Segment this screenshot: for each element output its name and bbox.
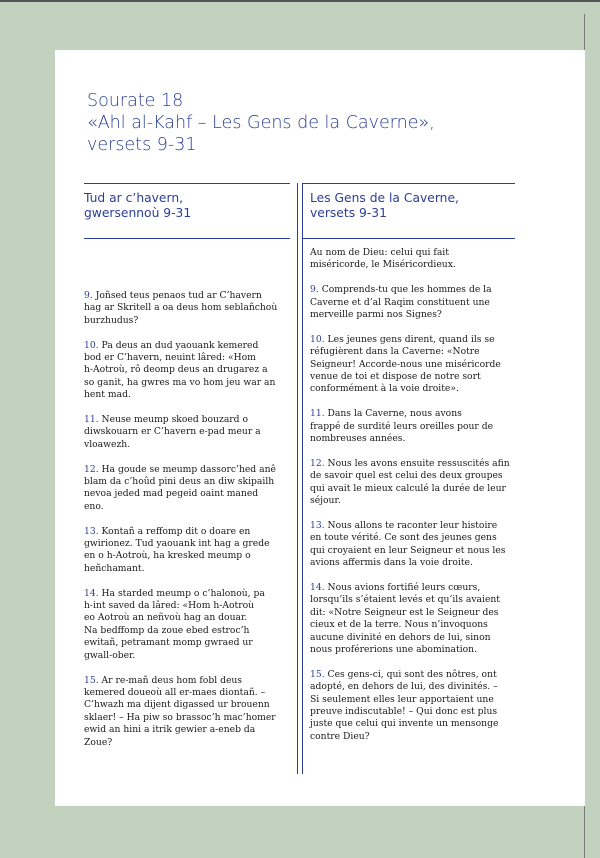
verse-number: 10. [84, 339, 99, 351]
verse-number: 14. [310, 581, 325, 593]
text-line: gwall-ober. [84, 649, 136, 661]
text-line: ewitañ, petramant momp gwraed ur [84, 637, 253, 649]
text-line: gwirionez. Tud yaouank int hag a grede [84, 538, 270, 550]
text-line: juste que celui qui invente un mensonge [310, 718, 499, 730]
verse-number: 9. [84, 290, 93, 301]
text-line [84, 464, 289, 476]
text-line: sklaer! – Ha piw so brassoc’h mac’homer [84, 711, 276, 723]
verse-11 [310, 408, 515, 445]
text-line: qui croyaient en leur Seigneur et nous les [310, 544, 506, 556]
column-divider [297, 183, 303, 774]
text-line [84, 290, 289, 302]
text-line: h-Aotroù, rô deomp deus an drugarez a [84, 364, 268, 376]
text-line: Si seulement elles leur apportaient une [310, 693, 494, 705]
verse-text: Ces gens-ci, qui sont des nôtres, ont [324, 668, 497, 680]
text-line: conformément à la voie droite». [310, 383, 459, 395]
top-border [0, 0, 600, 2]
text-line: cieux et de la terre. Nous n’invoquons [310, 619, 488, 631]
text-line: so ganit, ha gwres ma vo hom jeu war an [84, 376, 276, 388]
verse-13 [310, 520, 515, 570]
verse-text: Ha goude se meump dassorc’hed anê [98, 463, 276, 475]
text-line [310, 284, 515, 296]
text-line: Seigneur! Accorde-nous une miséricorde [310, 358, 501, 370]
verse-text: Les jeunes gens dirent, quand ils se [324, 333, 495, 345]
text-line: preuve indiscutable! – Qui donc est plus [310, 705, 498, 717]
verse-10 [84, 340, 289, 402]
heading-line: gwersennoù 9-31 [84, 206, 192, 220]
text-line: C’hwazh ma dijent digassed ur brouenn [84, 699, 270, 711]
text-line: miséricorde, le Miséricordieux. [310, 259, 456, 271]
verse-number: 11. [310, 408, 325, 420]
text-line: séjour. [310, 495, 341, 507]
basmala [310, 247, 515, 272]
verse-14 [84, 588, 289, 662]
title-line: «Ahl al-Kahf – Les Gens de la Caverne», [87, 113, 435, 133]
text-line: merveille parmi nos Signes? [310, 309, 442, 321]
title-line: versets 9-31 [87, 135, 197, 155]
column-heading-breton [84, 183, 290, 239]
verse-number: 11. [84, 414, 99, 426]
text-line: avions affermis dans la voie droite. [310, 557, 473, 569]
verse-13 [84, 526, 289, 576]
text-line: contre Dieu? [310, 730, 370, 742]
verse-9 [310, 284, 515, 321]
text-line: eno. [84, 500, 104, 512]
verse-number: 15. [84, 674, 99, 686]
text-line: adopté, en dehors de lui, des divinités. – [310, 681, 498, 693]
page-title [87, 90, 557, 156]
text-line: hent mad. [84, 389, 131, 401]
text-line [310, 520, 515, 532]
verse-text: Dans la Caverne, nous avons [324, 408, 462, 420]
heading-line: versets 9-31 [310, 206, 387, 220]
verse-number: 12. [310, 457, 325, 469]
text-line: lorsqu’ils s’étaient levés et qu’ils avaient [310, 594, 501, 606]
verse-number: 15. [310, 668, 325, 680]
verse-text: Ar re-mañ deus hom fobl deus [98, 674, 243, 686]
text-line: Au nom de Dieu: celui qui fait [310, 247, 449, 258]
text-line: ewid an hini a itrik gewier a-eneb da [84, 724, 256, 736]
text-line: en toute vérité. Ce sont des jeunes gens [310, 532, 497, 544]
verse-14 [310, 582, 515, 656]
verse-10 [310, 334, 515, 396]
verse-text: Pa deus an dud yaouank kemered [98, 339, 259, 351]
document-page [55, 50, 585, 806]
verse-number: 12. [84, 463, 99, 475]
verse-text: Ha starded meump o c’halonoù, pa [98, 587, 265, 599]
verse-11 [84, 414, 289, 451]
text-line: frappé de surdité leurs oreilles pour de [310, 420, 494, 432]
text-line [84, 340, 289, 352]
text-line [84, 526, 289, 538]
verse-text: Neuse meump skoed bouzard o [98, 414, 249, 426]
text-line: vloawezh. [84, 438, 131, 450]
text-line: kemered doueoù all er-maes diontañ. – [84, 686, 266, 698]
text-line: diwskouarn er C’havern e-pad meur a [84, 426, 261, 438]
column-heading-french [303, 183, 515, 239]
text-line: qui avait le mieux calculé la durée de leur [310, 482, 506, 494]
text-line: nombreuses années. [310, 433, 406, 445]
verse-number: 13. [310, 519, 325, 531]
verse-text: Nous avions fortifié leurs cœurs, [324, 581, 481, 593]
verse-text: Joñsed teus penaos tud ar C’havern [92, 290, 262, 301]
text-line: h-int saved da lâred: «Hom h-Aotroù [84, 600, 255, 612]
breton-column [84, 290, 289, 761]
text-line [84, 675, 289, 687]
verse-12 [310, 458, 515, 508]
verse-number: 10. [310, 333, 325, 345]
verse-15 [84, 675, 289, 749]
text-line: nous proférerions une abomination. [310, 643, 478, 655]
heading-line: Les Gens de la Caverne, [310, 191, 459, 205]
heading-line: Tud ar c’havern, [84, 191, 184, 205]
text-line: bod er C’havern, neuint lâred: «Hom [84, 352, 256, 364]
text-line: burzhudus? [84, 314, 139, 326]
verse-number: 13. [84, 525, 99, 537]
text-line: eo Aotroù an neñvoù hag an douar. [84, 612, 248, 624]
verse-text: Nous les avons ensuite ressuscités afin [324, 457, 510, 469]
text-line: de savoir quel est celui des deux groupes [310, 470, 503, 482]
verse-12 [84, 464, 289, 514]
text-line: Na bedffomp da zoue ebed estroc’h [84, 624, 250, 636]
text-line [310, 458, 515, 470]
text-line: blam da c’hoûd pini deus an diw skipailh [84, 476, 275, 488]
text-line: venue de toi et dispose de notre sort [310, 371, 481, 383]
verse-number: 9. [310, 284, 319, 296]
text-line: Caverne et d’al Raqim constituent une [310, 296, 490, 308]
verse-number: 14. [84, 587, 99, 599]
verse-15 [310, 669, 515, 743]
text-line [84, 414, 289, 426]
text-line: hag ar Skritell a oa deus hom seblañchoù [84, 302, 278, 314]
text-line: Zoue? [84, 736, 113, 748]
text-line [310, 408, 515, 420]
text-line: réfugièrent dans la Caverne: «Notre [310, 346, 480, 358]
text-line [310, 669, 515, 681]
text-line: dit: «Notre Seigneur est le Seigneur des [310, 606, 499, 618]
french-column [310, 247, 515, 756]
verse-text: Nous allons te raconter leur histoire [324, 519, 498, 531]
text-line: en o h-Aotroù, ha kresked meump o [84, 550, 251, 562]
verse-text: Kontañ a reffomp dit o doare en [98, 525, 251, 537]
text-line: heñchamant. [84, 562, 145, 574]
text-line: aucune divinité en dehors de lui, sinon [310, 631, 491, 643]
title-line: Sourate 18 [87, 91, 184, 111]
verse-9 [84, 290, 289, 327]
text-line [310, 334, 515, 346]
verse-text: Comprends-tu que les hommes de la [318, 284, 492, 296]
text-line [310, 582, 515, 594]
text-line [84, 588, 289, 600]
text-line: nevoa jeded mad pegeid oaint maned [84, 488, 259, 500]
